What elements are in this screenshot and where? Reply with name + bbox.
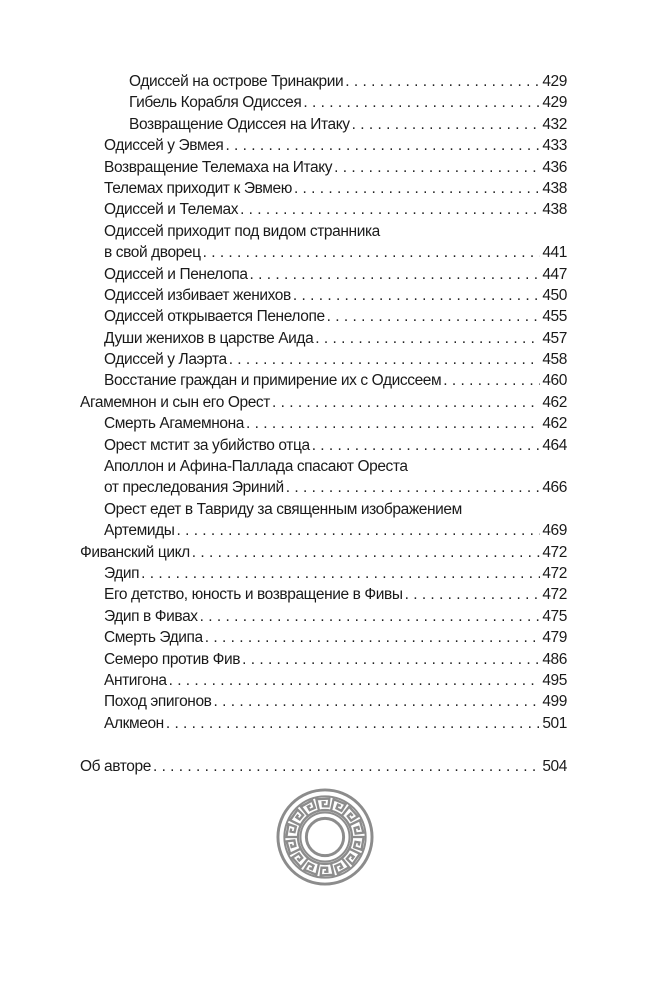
dot-leader	[225, 135, 540, 156]
dot-leader	[345, 71, 540, 92]
toc-entry[interactable]	[80, 756, 567, 777]
toc-entry-title: Эдип в Фивах	[104, 607, 198, 625]
dot-leader	[294, 178, 540, 199]
toc-page-number: 436	[542, 158, 567, 176]
dot-leader	[246, 413, 540, 434]
toc-entry[interactable]	[80, 563, 567, 584]
toc-entry[interactable]	[80, 392, 567, 413]
toc-page-number: 438	[542, 179, 567, 197]
dot-leader	[286, 477, 541, 498]
toc-entry-title: Одиссей и Телемах	[104, 201, 239, 219]
toc-entry-title: Возвращение Одиссея на Итаку	[129, 115, 350, 133]
dot-leader	[334, 157, 540, 178]
dot-leader	[312, 435, 541, 456]
toc-entry[interactable]	[80, 221, 567, 264]
toc-entry-title: Одиссей открывается Пенелопе	[104, 308, 325, 326]
toc-page-number: 501	[542, 714, 567, 732]
toc-entry[interactable]	[80, 199, 567, 220]
toc-page-number: 472	[542, 543, 567, 561]
dot-leader	[153, 756, 540, 777]
toc-page-number: 429	[542, 94, 567, 112]
toc-page-number: 460	[542, 372, 567, 390]
toc-entry[interactable]	[80, 713, 567, 734]
dot-leader	[176, 520, 540, 541]
toc-entry[interactable]	[80, 264, 567, 285]
toc-entry[interactable]	[80, 306, 567, 327]
toc-entry-title: Одиссей приходит под видом странника	[104, 222, 380, 240]
dot-leader	[242, 649, 540, 670]
dot-leader	[205, 627, 541, 648]
toc-page-number: 447	[542, 265, 567, 283]
toc-entry-title: Одиссей и Пенелопа	[104, 265, 248, 283]
toc-entry[interactable]	[80, 691, 567, 712]
toc-page-number: 499	[542, 693, 567, 711]
toc-spacer	[80, 734, 567, 756]
toc-entry-title: Одиссей избивает женихов	[104, 286, 291, 304]
toc-entry[interactable]	[80, 435, 567, 456]
dot-leader	[141, 563, 540, 584]
toc-page-number: 441	[542, 244, 567, 262]
toc-entry[interactable]	[80, 584, 567, 605]
dot-leader	[443, 370, 540, 391]
toc-entry[interactable]	[80, 178, 567, 199]
greek-key-ornament-icon	[276, 788, 374, 886]
toc-entry-title: от преследования Эриний	[104, 479, 284, 497]
toc-entry[interactable]	[80, 542, 567, 563]
toc-entry-title: в свой дворец	[104, 244, 201, 262]
dot-leader	[214, 691, 541, 712]
dot-leader	[303, 92, 540, 113]
toc-entry[interactable]	[80, 114, 567, 135]
toc-entry[interactable]	[80, 328, 567, 349]
toc-entry-title: Орест едет в Тавриду за священным изображением	[104, 500, 462, 518]
dot-leader	[405, 584, 541, 605]
toc-entry-title: Эдип	[104, 564, 140, 582]
toc-page-number: 433	[542, 137, 567, 155]
dot-leader	[352, 114, 541, 135]
toc-entry-title: Об авторе	[80, 758, 151, 776]
toc-entry-title: Души женихов в царстве Аида	[104, 329, 314, 347]
dot-leader	[169, 670, 541, 691]
toc-entry[interactable]	[80, 370, 567, 391]
toc-entry[interactable]	[80, 157, 567, 178]
toc-entry-title: Поход эпигонов	[104, 693, 212, 711]
toc-entry[interactable]	[80, 71, 567, 92]
toc-entry-title: Одиссей у Эвмея	[104, 137, 224, 155]
toc-page-number: 469	[542, 522, 567, 540]
toc-entry-title: Антигона	[104, 671, 167, 689]
toc-entry[interactable]	[80, 285, 567, 306]
toc-page-number: 475	[542, 607, 567, 625]
dot-leader	[200, 606, 541, 627]
toc-entry[interactable]	[80, 606, 567, 627]
toc-page-number: 495	[542, 671, 567, 689]
toc-entry-title: Его детство, юность и возвращение в Фивы	[104, 586, 403, 604]
dot-leader	[250, 264, 541, 285]
dot-leader	[192, 542, 541, 563]
toc-page-number: 504	[542, 758, 567, 776]
toc-page-number: 432	[542, 115, 567, 133]
toc-entry-title: Фиванский цикл	[80, 543, 190, 561]
toc-page-number: 466	[542, 479, 567, 497]
toc-page-number: 472	[542, 586, 567, 604]
dot-leader	[229, 349, 541, 370]
dot-leader	[293, 285, 540, 306]
dot-leader	[203, 242, 541, 263]
toc-entry-title: Одиссей на острове Тринакрии	[129, 73, 344, 90]
toc-entry-title: Смерть Агамемнона	[104, 415, 244, 433]
toc-page-number: 479	[542, 629, 567, 647]
dot-leader	[272, 392, 540, 413]
toc-page-number: 438	[542, 201, 567, 219]
toc-page-number: 458	[542, 351, 567, 369]
toc-entry[interactable]	[80, 135, 567, 156]
toc-entry-title: Возвращение Телемаха на Итаку	[104, 158, 333, 176]
toc-page-number: 429	[542, 73, 567, 90]
toc-entry[interactable]	[80, 413, 567, 434]
toc-entry-title: Телемах приходит к Эвмею	[104, 179, 292, 197]
toc-entry-title: Одиссей у Лаэрта	[104, 351, 227, 369]
dot-leader	[315, 328, 540, 349]
table-of-contents	[80, 71, 567, 778]
toc-page-number: 450	[542, 286, 567, 304]
toc-entry-title: Орест мстит за убийство отца	[104, 436, 310, 454]
toc-page-number: 462	[542, 415, 567, 433]
toc-entry-title: Смерть Эдипа	[104, 629, 203, 647]
toc-entry[interactable]	[80, 670, 567, 691]
toc-entry[interactable]	[80, 627, 567, 648]
toc-page-number: 457	[542, 329, 567, 347]
toc-page-number: 464	[542, 436, 567, 454]
toc-entry-title: Артемиды	[104, 522, 175, 540]
toc-entry[interactable]	[80, 499, 567, 542]
toc-entry[interactable]	[80, 349, 567, 370]
dot-leader	[327, 306, 541, 327]
toc-entry-title: Семеро против Фив	[104, 650, 241, 668]
toc-entry[interactable]	[80, 92, 567, 113]
dot-leader	[240, 199, 540, 220]
toc-entry[interactable]	[80, 649, 567, 670]
toc-page-number: 472	[542, 564, 567, 582]
toc-page-number: 455	[542, 308, 567, 326]
toc-entry[interactable]	[80, 456, 567, 499]
toc-entry-title: Аполлон и Афина-Паллада спасают Ореста	[104, 458, 408, 476]
toc-entry-title: Алкмеон	[104, 714, 164, 732]
toc-entry-title: Агамемнон и сын его Орест	[80, 393, 270, 411]
toc-page-number: 486	[542, 650, 567, 668]
dot-leader	[166, 713, 541, 734]
toc-entry-title: Гибель Корабля Одиссея	[129, 94, 302, 112]
toc-entry-title: Восстание граждан и примирение их с Одиссеем	[104, 372, 442, 390]
toc-page-number: 462	[542, 393, 567, 411]
